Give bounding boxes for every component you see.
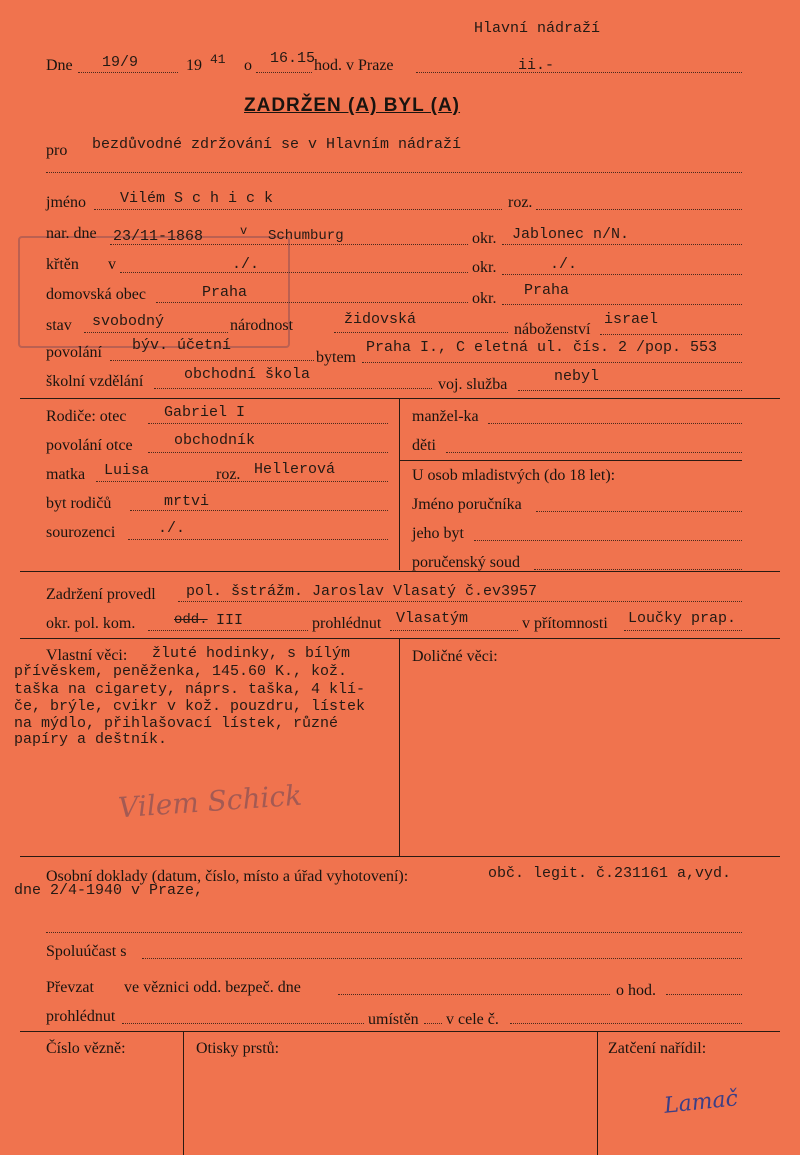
krten-value: ./. <box>232 256 260 273</box>
roz-label: roz. <box>508 194 533 211</box>
veznice-label: ve věznici odd. bezpeč. dne <box>124 979 301 996</box>
nar-place: Schumburg <box>268 228 344 244</box>
matka-value: Luisa <box>104 462 150 479</box>
narodnost-value: židovská <box>344 311 417 328</box>
prohlednut-label: prohlédnut <box>312 615 382 632</box>
custody-prohlednut-label: prohlédnut <box>46 1008 116 1025</box>
jmeno-value: Vilém S c h i c k <box>120 190 274 207</box>
jmeno-label: jméno <box>46 194 86 211</box>
obec-label: domovská obec <box>46 286 146 303</box>
stav-value: svobodný <box>92 313 165 330</box>
form-title: ZADRŽEN (A) BYL (A) <box>244 95 461 116</box>
krten-okr-label: okr. <box>472 259 497 276</box>
station-name: Hlavní nádraží <box>474 20 601 37</box>
matka-roz-value: Hellerová <box>254 461 336 478</box>
reason-label: pro <box>46 142 68 159</box>
vlastni-label: Vlastní věci: <box>46 647 128 664</box>
povolani-otce-label: povolání otce <box>46 437 133 454</box>
sluzba-value: nebyl <box>554 368 600 385</box>
prisoner-signature: Vilem Schick <box>117 778 304 825</box>
documents-value: obč. legit. č.231161 a,vyd. <box>488 865 732 882</box>
district-value: ii.- <box>518 57 555 74</box>
povolani-otce-value: obchodník <box>174 432 256 449</box>
krten-label: křtěn <box>46 256 79 273</box>
cislo-vezne-label: Číslo vězně: <box>46 1040 126 1057</box>
stav-label: stav <box>46 317 72 334</box>
bytem-value: Praha I., C eletná ul. čís. 2 /pop. 553 <box>366 339 718 356</box>
prevzat-label: Převzat <box>46 979 94 996</box>
nar-label: nar. dne <box>46 225 97 242</box>
arrest-time: 16.15 <box>270 50 316 67</box>
deti-label: děti <box>412 437 436 454</box>
year-value: 41 <box>210 52 226 67</box>
nabozenstvi-value: israel <box>604 311 659 328</box>
manzel-label: manžel-ka <box>412 408 479 425</box>
narodnost-label: národnost <box>230 317 294 334</box>
otisky-label: Otisky prstů: <box>196 1040 280 1057</box>
documents-value-2: dne 2/4-1940 v Praze, <box>14 882 204 899</box>
nar-okr-value: Jablonec n/N. <box>512 226 630 243</box>
matka-roz-label: roz. <box>216 466 241 483</box>
zatceni-label: Zatčení nařídil: <box>608 1040 707 1057</box>
byt-rodicu-value: mrtvi <box>164 493 210 510</box>
obec-okr-label: okr. <box>472 290 497 307</box>
hod-place-label: hod. v Praze <box>314 57 394 74</box>
matka-label: matka <box>46 466 86 483</box>
prohlednut-value: Vlasatým <box>396 610 469 627</box>
byt-rodicu-label: byt rodičů <box>46 495 112 512</box>
soud-label: poručenský soud <box>412 554 520 571</box>
cele-label: v cele č. <box>446 1011 499 1028</box>
mladistvi-label: U osob mladistvých (do 18 let): <box>412 467 616 484</box>
o-label: o <box>244 57 252 74</box>
oddeleni-value: III <box>216 612 244 629</box>
odd-label: odd. <box>174 612 208 628</box>
spoluucast-label: Spoluúčast s <box>46 943 127 960</box>
nar-date: 23/11-1868 <box>113 228 204 245</box>
year-prefix: 19 <box>186 57 202 74</box>
pritomnost-label: v přítomnosti <box>522 615 608 632</box>
belongings-line-4: če, brýle, cvikr v kož. pouzdru, lístek <box>14 698 366 715</box>
obec-okr-value: Praha <box>524 282 570 299</box>
krten-v-label: v <box>108 256 116 273</box>
vzdelani-label: školní vzdělání <box>46 373 144 390</box>
sourozenci-label: sourozenci <box>46 524 116 541</box>
nar-v-label: v <box>240 224 248 238</box>
officer-signature: Lamač <box>662 1086 740 1119</box>
dolicne-label: Doličné věci: <box>412 648 498 665</box>
belongings-line-6: papíry a deštník. <box>14 731 168 748</box>
documents-label: Osobní doklady (datum, číslo, místo a úřad vyhotovení): <box>46 868 409 885</box>
nabozenstvi-label: náboženství <box>514 321 591 338</box>
obec-value: Praha <box>202 284 248 301</box>
provedl-label: Zadržení provedl <box>46 586 156 603</box>
povolani-label: povolání <box>46 344 102 361</box>
o-hod-label: o hod. <box>616 982 656 999</box>
pritomnost-value: Loučky prap. <box>628 610 737 627</box>
rodice-label: Rodiče: otec <box>46 408 127 425</box>
sourozenci-value: ./. <box>158 520 186 537</box>
reason-value: bezdůvodné zdržování se v Hlavním nádraží <box>92 136 462 153</box>
belongings-line-3: taška na cigarety, náprs. taška, 4 klí- <box>14 681 366 698</box>
porucnik-label: Jméno poručníka <box>412 496 522 513</box>
okr-kom-label: okr. pol. kom. <box>46 615 136 632</box>
vzdelani-value: obchodní škola <box>184 366 311 383</box>
belongings-line-2: přívěskem, peněženka, 145.60 K., kož. <box>14 663 348 680</box>
porucnik-byt-label: jeho byt <box>412 525 464 542</box>
krten-okr-value: ./. <box>550 256 578 273</box>
otec-value: Gabriel I <box>164 404 246 421</box>
umisten-label: umístěn <box>368 1011 419 1028</box>
bytem-label: bytem <box>316 349 356 366</box>
provedl-value: pol. šstrážm. Jaroslav Vlasatý č.ev3957 <box>186 583 538 600</box>
nar-okr-label: okr. <box>472 230 497 247</box>
sluzba-label: voj. služba <box>438 376 508 393</box>
belongings-line-5: na mýdlo, přihlašovací lístek, různé <box>14 715 339 732</box>
dne-label: Dne <box>46 57 73 74</box>
arrest-date: 19/9 <box>102 54 139 71</box>
belongings-line-1: žluté hodinky, s bílým <box>152 645 351 662</box>
povolani-value: býv. účetní <box>132 337 232 354</box>
